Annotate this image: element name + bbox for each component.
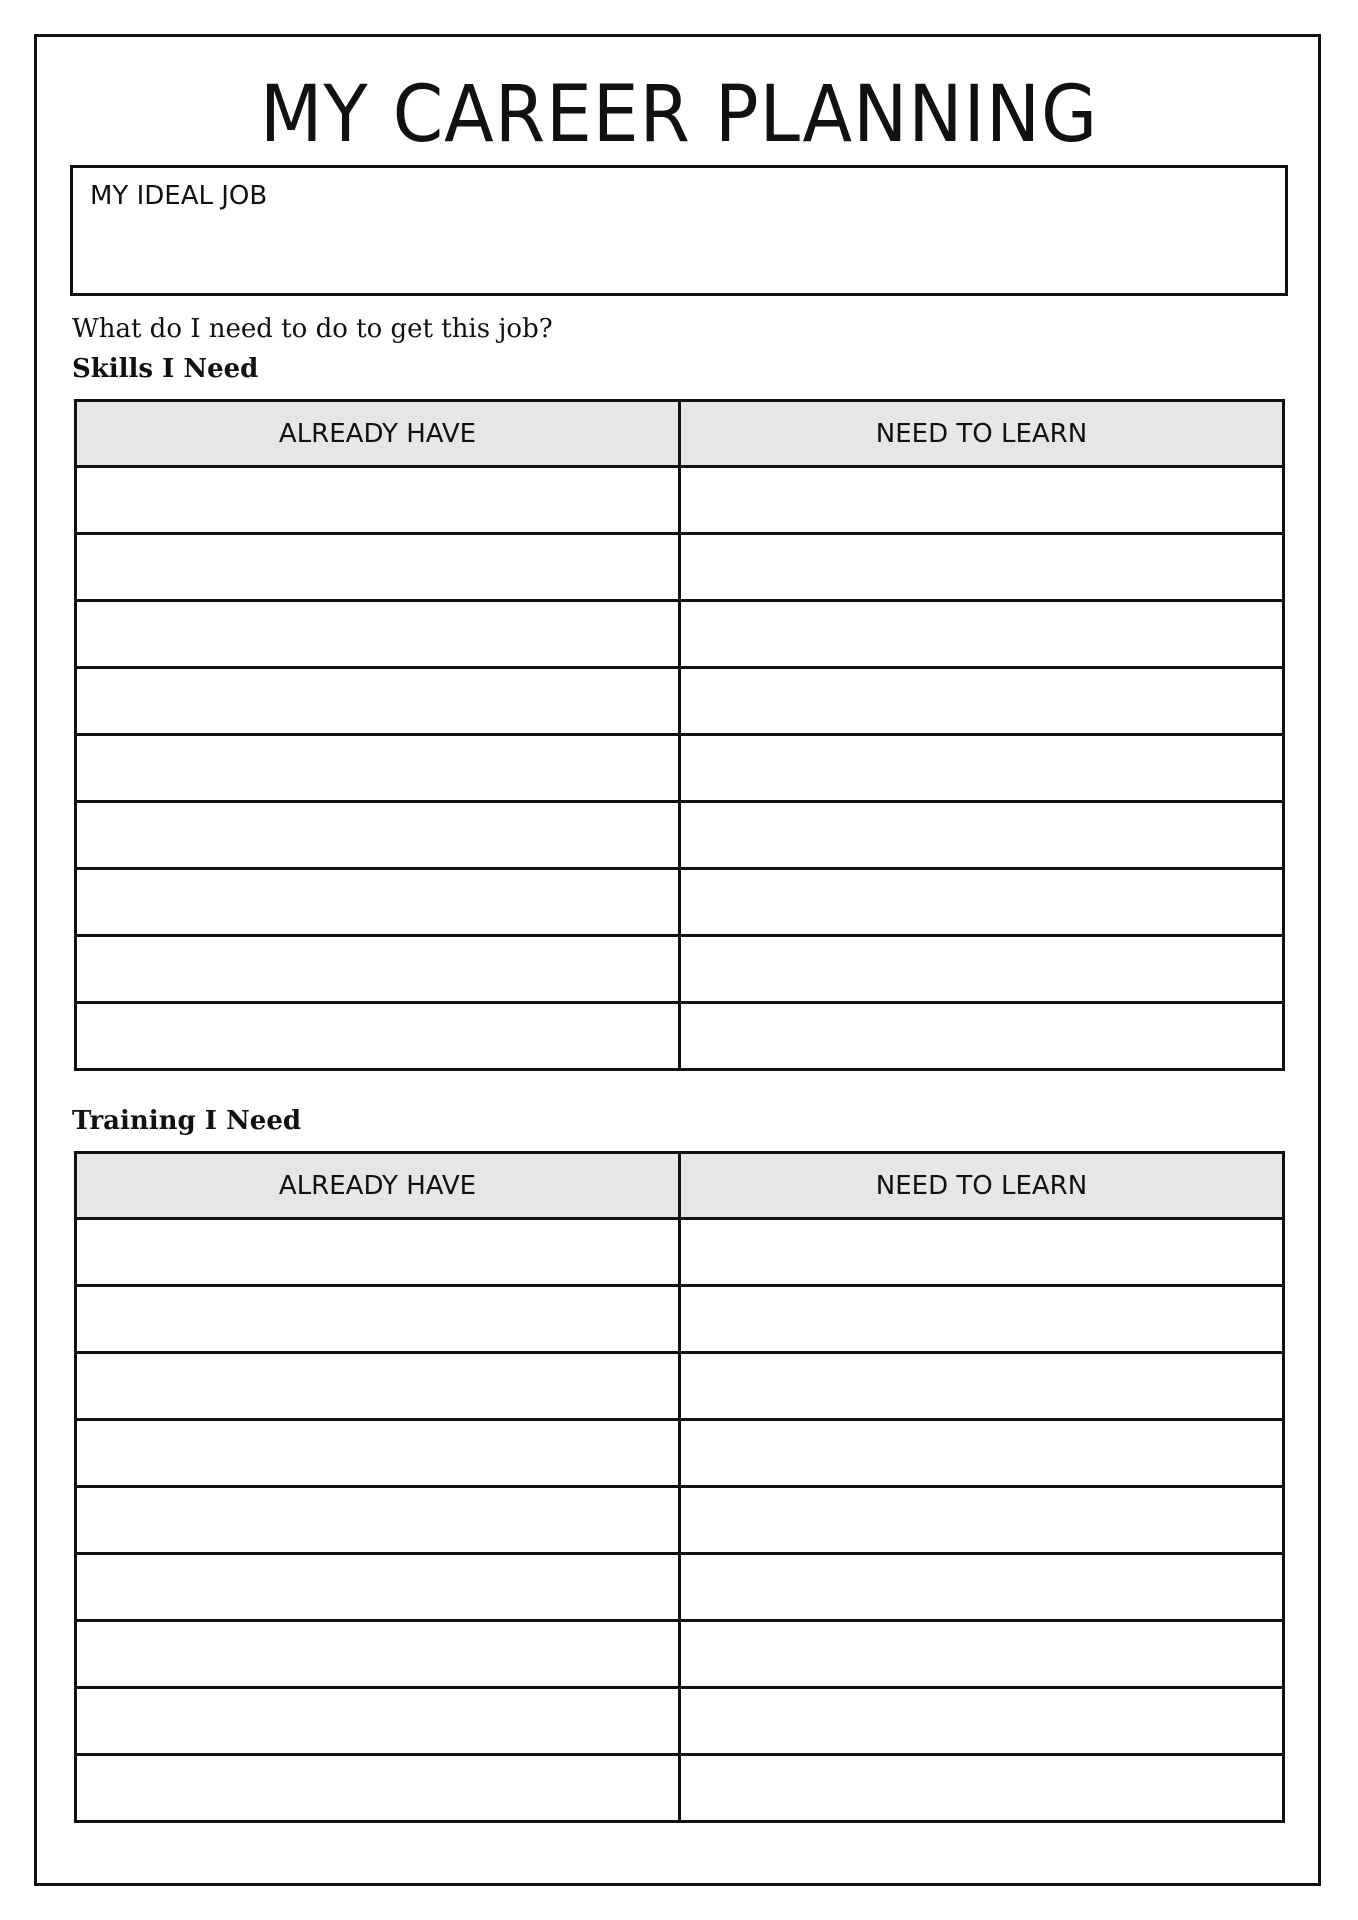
ideal-job-box[interactable] — [70, 165, 1288, 296]
skills-learn-cell[interactable] — [680, 869, 1284, 936]
question-text: What do I need to do to get this job? — [72, 314, 553, 344]
table-row — [76, 534, 1284, 601]
skills-have-cell[interactable] — [76, 467, 680, 534]
training-have-cell[interactable] — [76, 1688, 680, 1755]
skills-have-cell[interactable] — [76, 534, 680, 601]
training-learn-cell[interactable] — [680, 1621, 1284, 1688]
page-title: MY CAREER PLANNING — [259, 70, 1099, 160]
skills-learn-cell[interactable] — [680, 1003, 1284, 1070]
table-row — [76, 601, 1284, 668]
skills-learn-cell[interactable] — [680, 467, 1284, 534]
training-have-cell[interactable] — [76, 1755, 680, 1822]
skills-learn-cell[interactable] — [680, 534, 1284, 601]
table-row — [76, 668, 1284, 735]
training-learn-cell[interactable] — [680, 1219, 1284, 1286]
skills-learn-cell[interactable] — [680, 668, 1284, 735]
training-have-cell[interactable] — [76, 1420, 680, 1487]
skills-have-cell[interactable] — [76, 735, 680, 802]
skills-have-cell[interactable] — [76, 668, 680, 735]
skills-have-cell[interactable] — [76, 802, 680, 869]
ideal-job-label: MY IDEAL JOB — [90, 181, 268, 211]
training-learn-cell[interactable] — [680, 1688, 1284, 1755]
training-learn-cell[interactable] — [680, 1755, 1284, 1822]
training-column-already-have: ALREADY HAVE — [76, 1153, 680, 1219]
table-row — [76, 1755, 1284, 1822]
skills-table — [74, 399, 1285, 1071]
table-row — [76, 936, 1284, 1003]
skills-learn-cell[interactable] — [680, 802, 1284, 869]
skills-learn-cell[interactable] — [680, 735, 1284, 802]
table-row — [76, 735, 1284, 802]
table-row — [76, 869, 1284, 936]
table-row — [76, 1688, 1284, 1755]
table-row — [76, 1003, 1284, 1070]
table-row — [76, 802, 1284, 869]
training-learn-cell[interactable] — [680, 1353, 1284, 1420]
skills-learn-cell[interactable] — [680, 601, 1284, 668]
skills-have-cell[interactable] — [76, 869, 680, 936]
training-learn-cell[interactable] — [680, 1554, 1284, 1621]
table-row — [76, 1487, 1284, 1554]
training-learn-cell[interactable] — [680, 1286, 1284, 1353]
table-row — [76, 1219, 1284, 1286]
skills-column-need-to-learn: NEED TO LEARN — [680, 401, 1284, 467]
skills-have-cell[interactable] — [76, 936, 680, 1003]
skills-have-cell[interactable] — [76, 601, 680, 668]
training-heading: Training I Need — [72, 1106, 302, 1136]
table-row — [76, 1420, 1284, 1487]
training-have-cell[interactable] — [76, 1353, 680, 1420]
skills-have-cell[interactable] — [76, 1003, 680, 1070]
table-row — [76, 1286, 1284, 1353]
skills-heading: Skills I Need — [72, 354, 259, 384]
table-row — [76, 467, 1284, 534]
table-row — [76, 1554, 1284, 1621]
training-table — [74, 1151, 1285, 1823]
skills-column-already-have: ALREADY HAVE — [76, 401, 680, 467]
table-row — [76, 1353, 1284, 1420]
training-column-need-to-learn: NEED TO LEARN — [680, 1153, 1284, 1219]
training-learn-cell[interactable] — [680, 1420, 1284, 1487]
training-have-cell[interactable] — [76, 1286, 680, 1353]
skills-learn-cell[interactable] — [680, 936, 1284, 1003]
training-have-cell[interactable] — [76, 1487, 680, 1554]
training-have-cell[interactable] — [76, 1219, 680, 1286]
table-row — [76, 1621, 1284, 1688]
training-have-cell[interactable] — [76, 1621, 680, 1688]
training-learn-cell[interactable] — [680, 1487, 1284, 1554]
training-have-cell[interactable] — [76, 1554, 680, 1621]
